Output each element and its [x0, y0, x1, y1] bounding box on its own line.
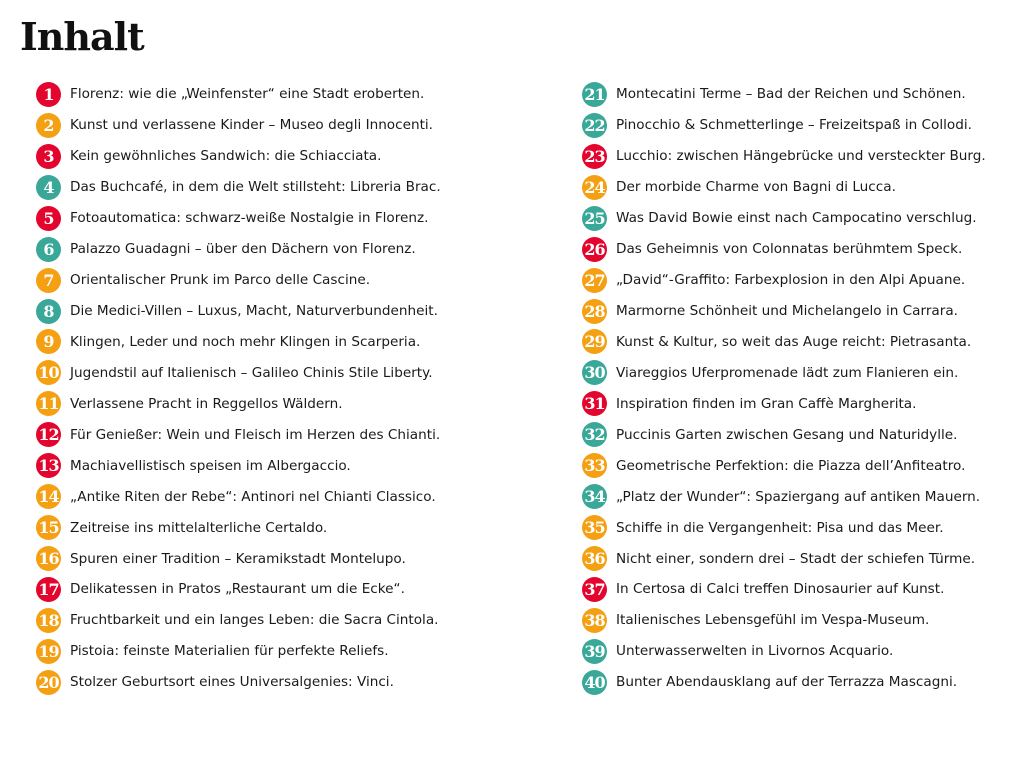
toc-item-label: In Certosa di Calci treffen Dinosaurier auf Kunst. — [616, 581, 945, 598]
toc-item-label: Das Buchcafé, in dem die Welt stillsteht: Libreria Brac. — [70, 179, 441, 196]
toc-item-label: Das Geheimnis von Colonnatas berühmtem Speck. — [616, 241, 963, 258]
toc-item-label: Montecatini Terme – Bad der Reichen und Schönen. — [616, 86, 966, 103]
toc-item[interactable] — [36, 388, 441, 419]
toc-column-right — [582, 79, 986, 698]
toc-item[interactable] — [36, 327, 441, 358]
toc-item[interactable] — [582, 667, 986, 698]
toc-item[interactable] — [582, 172, 986, 203]
toc-item-label: Unterwasserwelten in Livornos Acquario. — [616, 643, 894, 660]
number-badge: 27 — [582, 268, 607, 293]
number-badge: 4 — [36, 175, 61, 200]
toc-item[interactable] — [582, 512, 986, 543]
number-badge: 28 — [582, 299, 607, 324]
toc-item-label: Schiffe in die Vergangenheit: Pisa und das Meer. — [616, 519, 944, 536]
page-title: Inhalt — [20, 14, 144, 59]
toc-item[interactable] — [582, 419, 986, 450]
toc-item[interactable] — [36, 636, 441, 667]
toc-item[interactable] — [582, 265, 986, 296]
number-badge: 35 — [582, 515, 607, 540]
toc-item-label: Der morbide Charme von Bagni di Lucca. — [616, 179, 896, 196]
toc-item-label: Spuren einer Tradition – Keramikstadt Montelupo. — [70, 550, 406, 567]
toc-item[interactable] — [582, 141, 986, 172]
number-badge: 31 — [582, 391, 607, 416]
number-badge: 25 — [582, 206, 607, 231]
number-badge: 40 — [582, 670, 607, 695]
toc-item[interactable] — [36, 79, 441, 110]
number-badge: 17 — [36, 577, 61, 602]
number-badge: 12 — [36, 422, 61, 447]
toc-item-label: Stolzer Geburtsort eines Universalgenies: Vinci. — [70, 674, 394, 691]
number-badge: 9 — [36, 329, 61, 354]
toc-item[interactable] — [36, 543, 441, 574]
toc-item-label: Pinocchio & Schmetterlinge – Freizeitspaß in Collodi. — [616, 117, 972, 134]
toc-item[interactable] — [582, 357, 986, 388]
toc-item-label: Kunst & Kultur, so weit das Auge reicht: Pietrasanta. — [616, 333, 972, 350]
toc-item[interactable] — [36, 203, 441, 234]
number-badge: 6 — [36, 237, 61, 262]
toc-item-label: Inspiration finden im Gran Caffè Margherita. — [616, 395, 917, 412]
toc-item-label: Delikatessen in Pratos „Restaurant um die Ecke“. — [70, 581, 405, 598]
toc-item-label: Marmorne Schönheit und Michelangelo in Carrara. — [616, 303, 958, 320]
toc-item-label: Kunst und verlassene Kinder – Museo degli Innocenti. — [70, 117, 434, 134]
toc-item-label: „David“-Graffito: Farbexplosion in den Alpi Apuane. — [616, 272, 966, 289]
number-badge: 10 — [36, 360, 61, 385]
toc-item-label: Lucchio: zwischen Hängebrücke und versteckter Burg. — [616, 148, 986, 165]
toc-item-label: „Platz der Wunder“: Spaziergang auf antiken Mauern. — [616, 488, 981, 505]
toc-item-label: Geometrische Perfektion: die Piazza dell’Anfiteatro. — [616, 457, 966, 474]
toc-item-label: Klingen, Leder und noch mehr Klingen in Scarperia. — [70, 333, 421, 350]
number-badge: 23 — [582, 144, 607, 169]
number-badge: 13 — [36, 453, 61, 478]
toc-item-label: Zeitreise ins mittelalterliche Certaldo. — [70, 519, 328, 536]
number-badge: 19 — [36, 639, 61, 664]
number-badge: 11 — [36, 391, 61, 416]
toc-item-label: Italienisches Lebensgefühl im Vespa-Museum. — [616, 612, 930, 629]
number-badge: 30 — [582, 360, 607, 385]
number-badge: 24 — [582, 175, 607, 200]
toc-item-label: Bunter Abendausklang auf der Terrazza Mascagni. — [616, 674, 958, 691]
toc-item[interactable] — [582, 110, 986, 141]
toc-item[interactable] — [582, 574, 986, 605]
number-badge: 5 — [36, 206, 61, 231]
number-badge: 22 — [582, 113, 607, 138]
toc-item-label: Pistoia: feinste Materialien für perfekte Reliefs. — [70, 643, 389, 660]
toc-item[interactable] — [36, 234, 441, 265]
toc-item[interactable] — [36, 419, 441, 450]
number-badge: 15 — [36, 515, 61, 540]
toc-item-label: „Antike Riten der Rebe“: Antinori nel Chianti Classico. — [70, 488, 436, 505]
toc-item[interactable] — [36, 141, 441, 172]
toc-item[interactable] — [582, 388, 986, 419]
toc-item[interactable] — [36, 265, 441, 296]
toc-item[interactable] — [36, 512, 441, 543]
number-badge: 38 — [582, 608, 607, 633]
toc-item-label: Nicht einer, sondern drei – Stadt der schiefen Türme. — [616, 550, 976, 567]
number-badge: 29 — [582, 329, 607, 354]
number-badge: 8 — [36, 299, 61, 324]
toc-item-label: Jugendstil auf Italienisch – Galileo Chinis Stile Liberty. — [70, 364, 433, 381]
number-badge: 32 — [582, 422, 607, 447]
toc-item-label: Orientalischer Prunk im Parco delle Cascine. — [70, 272, 371, 289]
toc-column-left — [36, 79, 441, 698]
toc-item[interactable] — [36, 605, 441, 636]
toc-item[interactable] — [582, 327, 986, 358]
toc-item[interactable] — [36, 481, 441, 512]
toc-item-label: Für Genießer: Wein und Fleisch im Herzen des Chianti. — [70, 426, 441, 443]
number-badge: 14 — [36, 484, 61, 509]
toc-item[interactable] — [582, 450, 986, 481]
toc-item[interactable] — [582, 234, 986, 265]
toc-item-label: Verlassene Pracht in Reggellos Wäldern. — [70, 395, 343, 412]
number-badge: 16 — [36, 546, 61, 571]
toc-item[interactable] — [582, 79, 986, 110]
toc-item[interactable] — [582, 296, 986, 327]
number-badge: 26 — [582, 237, 607, 262]
number-badge: 2 — [36, 113, 61, 138]
toc-item-label: Die Medici-Villen – Luxus, Macht, Naturverbundenheit. — [70, 303, 438, 320]
number-badge: 39 — [582, 639, 607, 664]
number-badge: 18 — [36, 608, 61, 633]
number-badge: 33 — [582, 453, 607, 478]
number-badge: 34 — [582, 484, 607, 509]
toc-item[interactable] — [582, 203, 986, 234]
toc-item-label: Kein gewöhnliches Sandwich: die Schiacciata. — [70, 148, 382, 165]
number-badge: 21 — [582, 82, 607, 107]
number-badge: 3 — [36, 144, 61, 169]
toc-item-label: Viareggios Uferpromenade lädt zum Flanieren ein. — [616, 364, 959, 381]
number-badge: 20 — [36, 670, 61, 695]
toc-item-label: Puccinis Garten zwischen Gesang und Naturidylle. — [616, 426, 958, 443]
toc-item-label: Fotoautomatica: schwarz-weiße Nostalgie in Florenz. — [70, 210, 429, 227]
toc-item[interactable] — [36, 172, 441, 203]
number-badge: 37 — [582, 577, 607, 602]
toc-item-label: Was David Bowie einst nach Campocatino verschlug. — [616, 210, 977, 227]
toc-item[interactable] — [36, 667, 441, 698]
toc-item[interactable] — [582, 481, 986, 512]
number-badge: 7 — [36, 268, 61, 293]
toc-item[interactable] — [582, 543, 986, 574]
toc-item[interactable] — [36, 357, 441, 388]
toc-item[interactable] — [582, 605, 986, 636]
toc-item-label: Florenz: wie die „Weinfenster“ eine Stadt eroberten. — [70, 86, 425, 103]
toc-item[interactable] — [36, 110, 441, 141]
toc-item-label: Machiavellistisch speisen im Albergaccio. — [70, 457, 351, 474]
number-badge: 36 — [582, 546, 607, 571]
toc-item[interactable] — [36, 296, 441, 327]
number-badge: 1 — [36, 82, 61, 107]
toc-item-label: Fruchtbarkeit und ein langes Leben: die Sacra Cintola. — [70, 612, 439, 629]
toc-item[interactable] — [36, 450, 441, 481]
toc-item-label: Palazzo Guadagni – über den Dächern von Florenz. — [70, 241, 416, 258]
toc-item[interactable] — [36, 574, 441, 605]
toc-item[interactable] — [582, 636, 986, 667]
